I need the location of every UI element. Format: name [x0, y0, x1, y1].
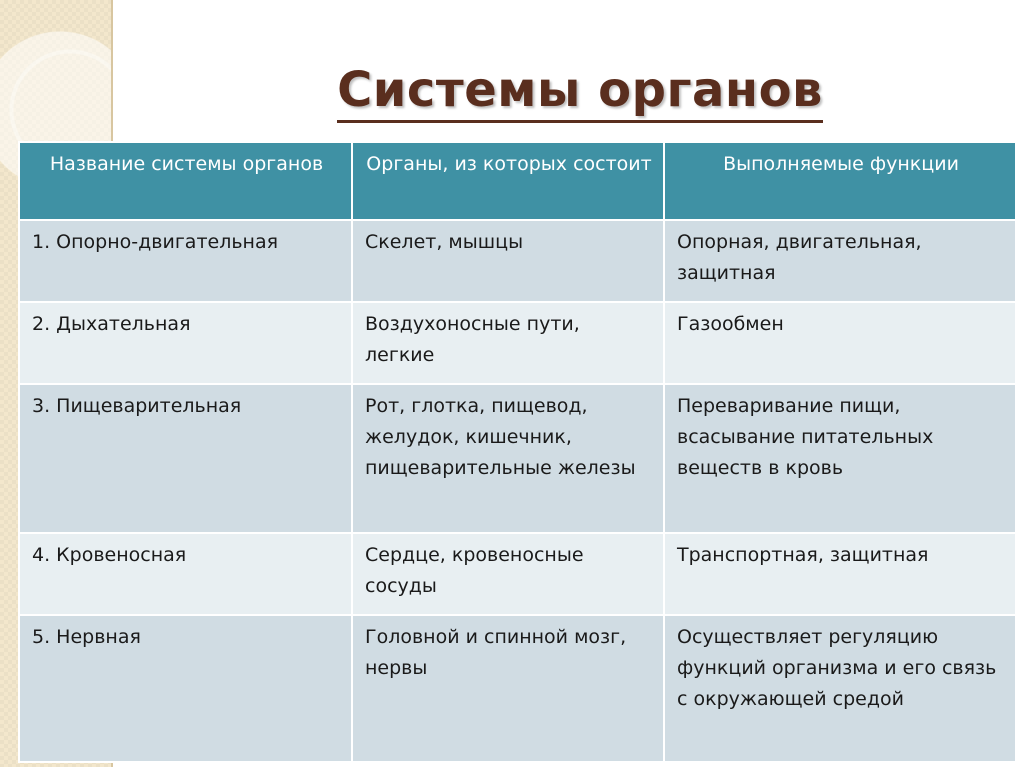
- cell-organs: Воздухоносные пути, легкие: [352, 302, 664, 384]
- header-organs: Органы, из которых состоит: [352, 142, 664, 220]
- cell-organs: Головной и спинной мозг, нервы: [352, 615, 664, 762]
- organ-systems-table: [18, 141, 1017, 763]
- table-row: [19, 533, 1016, 615]
- table-row: [19, 384, 1016, 533]
- cell-functions: Газообмен: [664, 302, 1016, 384]
- cell-system: 5. Нервная: [19, 615, 352, 762]
- cell-system: 3. Пищеварительная: [19, 384, 352, 533]
- cell-system: 1. Опорно-двигательная: [19, 220, 352, 302]
- cell-organs: Скелет, мышцы: [352, 220, 664, 302]
- cell-functions: Опорная, двигательная, защитная: [664, 220, 1016, 302]
- header-functions: Выполняемые функции: [664, 142, 1016, 220]
- cell-functions: Осуществляет регуляцию функций организма и его связь с окружающей средой: [664, 615, 1016, 762]
- table-row: [19, 220, 1016, 302]
- table-header-row: [19, 142, 1016, 220]
- table-row: [19, 302, 1016, 384]
- cell-organs: Рот, глотка, пищевод, желудок, кишечник, пищеварительные железы: [352, 384, 664, 533]
- header-system-name: Название системы органов: [19, 142, 352, 220]
- cell-functions: Транспортная, защитная: [664, 533, 1016, 615]
- cell-system: 4. Кровеносная: [19, 533, 352, 615]
- cell-organs: Сердце, кровеносные сосуды: [352, 533, 664, 615]
- table-row: [19, 615, 1016, 762]
- slide-title: Системы органов: [0, 62, 1024, 118]
- cell-functions: Переваривание пищи, всасывание питательных веществ в кровь: [664, 384, 1016, 533]
- cell-system: 2. Дыхательная: [19, 302, 352, 384]
